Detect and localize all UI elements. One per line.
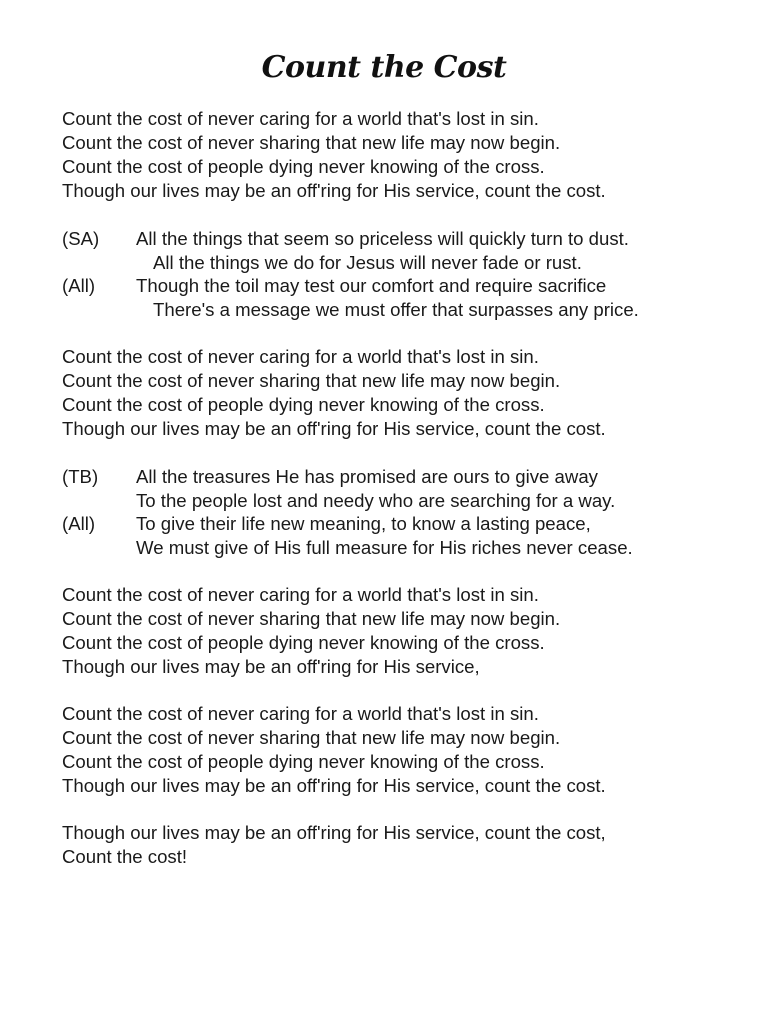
chorus3-line-1: Count the cost of never caring for a world that's lost in sin. [62, 584, 539, 605]
chorus2-line-1: Count the cost of never caring for a world that's lost in sin. [62, 346, 539, 367]
ending-line-1: Though our lives may be an off'ring for His service, count the cost, [62, 822, 606, 843]
verse1-line-3: Though the toil may test our comfort and require sacrifice [136, 275, 607, 296]
chorus1-line-3: Count the cost of people dying never knowing of the cross. [62, 156, 545, 177]
chorus1-line-1: Count the cost of never caring for a world that's lost in sin. [62, 108, 539, 129]
chorus4-line-2: Count the cost of never sharing that new life may now begin. [62, 727, 561, 748]
verse1-part-tag-sa: (SA) [62, 228, 100, 249]
verse2-part-tag-all: (All) [62, 513, 96, 534]
verse1-line-2: All the things we do for Jesus will never fade or rust. [153, 252, 582, 273]
chorus3-line-3: Count the cost of people dying never knowing of the cross. [62, 632, 545, 653]
verse2-line-3: To give their life new meaning, to know a lasting peace, [136, 513, 591, 534]
chorus1-line-4: Though our lives may be an off'ring for His service, count the cost. [62, 180, 606, 201]
verse2-line-4: We must give of His full measure for His riches never cease. [136, 537, 633, 558]
chorus2-line-4: Though our lives may be an off'ring for His service, count the cost. [62, 418, 606, 439]
chorus2-line-2: Count the cost of never sharing that new life may now begin. [62, 370, 561, 391]
chorus3-line-4: Though our lives may be an off'ring for His service, [62, 656, 480, 677]
chorus1-line-2: Count the cost of never sharing that new life may now begin. [62, 132, 561, 153]
chorus2-line-3: Count the cost of people dying never knowing of the cross. [62, 394, 545, 415]
ending-line-2: Count the cost! [62, 846, 188, 867]
verse1-line-1: All the things that seem so priceless will quickly turn to dust. [136, 228, 629, 249]
verse1-line-4: There's a message we must offer that surpasses any price. [153, 299, 639, 320]
verse2-line-2: To the people lost and needy who are searching for a way. [136, 490, 616, 511]
verse1-part-tag-all: (All) [62, 275, 96, 296]
chorus4-line-4: Though our lives may be an off'ring for His service, count the cost. [62, 775, 606, 796]
chorus3-line-2: Count the cost of never sharing that new life may now begin. [62, 608, 561, 629]
song-title: Count the Cost [261, 50, 507, 85]
verse2-part-tag-tb: (TB) [62, 466, 99, 487]
chorus4-line-1: Count the cost of never caring for a world that's lost in sin. [62, 703, 539, 724]
verse2-line-1: All the treasures He has promised are ours to give away [136, 466, 598, 487]
chorus4-line-3: Count the cost of people dying never knowing of the cross. [62, 751, 545, 772]
